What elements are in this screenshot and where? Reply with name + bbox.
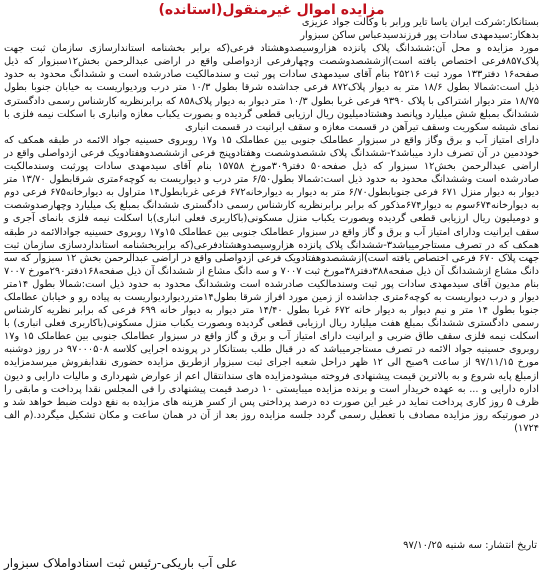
signature-line: علی آب باریکی-رئیس ثبت اسنادواملاک سبزوار (4, 556, 238, 570)
notice-body: بستانکار:شرکت ایران یاسا تایر ورابر با وکالت جواد عزیزی بدهکار:سیدمهدی سادات پور فرزندسیدعباس ساکن سبزوار مورد مزایده و محل آن:ششدانگ پلاک پانزده هزاروسیصدوهشتاد فرعی(که برابر بخشنامه استاندارسازی سازمان ثبت جهت پلاک۸۵۷فرعی اختصاص یافته است)ازششصدوشصت وچهارفرعی ازدواصلی واقع در اراضی عبدالرحمن بخش۱۲سبزوار که ذیل صفحه۱۶ دفتر۱۳۳ مورد ثبت ۲۵۲۱۶ بنام آقای سیدمهدی سادات پور ثبت و سندمالکیت صادرشده است و ششدانگ محدود به حدود ذیل است:شمالا بطول ۱۸/۶ متر به دیوار پلاک۸۷۲ فرعی جداشده شرقا بطول ۱۰/۳ متر درب وردیواریست به خیابان جنوبا بطول ۱۸/۷۵ متر دیوار اشتراکی با پلاک ۹۳۹۰ فرعی غربا بطول ۱۰/۳ متر دیوار به دیوار پلاک۸۵۸ که برابرنظریه کارشناس رسمی دادگستری ششدانگ بمبلغ شش میلیارد وپانصد وهشتادمیلیون ریال ارزیابی قطعی گردیده و بصورت یکباب مغازه وانباری با اسکلت نیمه فلزی با نمای شیشه سکوریت وسقف تیرآهن در قسمت مغازه و سقف ایرانیت در قسمت انباری دارای امتیاز آب و برق وگاز واقع در سبزوار عطاملک جنوبی بین عطاملک ۱۵ و۱۷ روبروی حسینیه جواد الائمه در طبقه همکف که خوددمین در آن تصرف دارد میباشد۲-ششدانگ پلاک ششصدوشصت وهفتادوپنج فرعی ازششصدوهفتادویک فرعی ازدواصلی واقع در اراضی عبدالرحمن بخش۱۲ سبزوار که ذیل صفحه۵۰ دفتر۳۰۹مورخ ۱۵۷۵۸ بنام آقای سیدمهدی سادات پورثبت وسندمالکیت صادرشده است وششدانگ محدود به حدود ذیل است:شمالا بطول۶/۵۰ متر درب و دیواریست به کوچه۶متری شرقابطول ۱۳/۷۰ متر دیوار به دیوار منزل ۶۷۱ فرعی جنوبابطول۶/۷۰ متر به دیوار به دیوارخانه۶۷۲ فرعی غربابطول۱۴ متراول به دیوارخانه۶۷۵ فرعی دوم به دیوارخانه۶۷۴سوم به دیوار۶۷۴مذکور که برابر برابرنظریه کارشناس رسمی دادگستری ششدانگ بمبلغ یک میلیارد وچهارصدوشصت و دومیلیون ریال ارزیابی قطعی گردیده وبصورت یکباب منزل مسکونی(باکاربری فعلی انباری)با اسکلت نیمه فلزی بانمای آجری و سقف ایرانیت ودارای امتیاز آب و برق و گاز واقع در سبزوار عطاملک جنوبی بین عطاملک ۱۵و۱۷ روبروی حسینیه جوادالائمه در طبقه همکف که در تصرف مستاجرمیباشد۳-ششدانگ پلاک پانزده هزاروسیصدوهشتادفرعی(که برابربخشنامه استانداردسازی سازمان ثبت جهت پلاک ۶۷۰ فرعی اختصاص یافته است)ازششصدوهفتادویک فرعی ازدواصلی واقع در اراضی عبدالرحمن بخش ۱۲ سبزوار که سه دانگ مشاع ازششدانگ آن ذیل صفحه۳۸۸دفتر۳۸مورخ ثبت ۷۰۰۷ و سه دانگ مشاع از ششدانگ آن ذیل صفحه۱۶۸دفتر۲۹۰مورخ ۷۰۰۷ بنام مدیون آقای سیدمهدی سادات پور ثبت وسندمالکیت صادرشده است وششدانگ محدود به حدود ذیل است:شمالا بطول ۱۴متر دیوار و درب دیواریست به کوچه۶متری جداشده از زمین مورد افراز شرقا بطول۱۴مترردیواردیواریست به پیاده رو و خیابان عطاملک جنوبا بطول ۱۴ متر و نیم دیوار به دیوار خانه ۶۷۲ غربا بطول ۱۴/۴۰ متر دیوار به دیوار خانه ۶۹۹ فرعی که برابر نظریه کارشناس رسمی دادگستری ششدانگ بمبلغ هفت میلیارد ریال ارزیابی قطعی گردیده وبصورت یکباب منزل مسکونی(باکاربری فعلی انباری) با اسکلت نیمه فلزی سقف طاق ضربی و ایرانیت دارای امتیاز آب و برق و گاز واقع در سبزوار عطاملک جنوبی بین عطاملک ۱۵ و۱۷ روبروی حسینیه جواد الائمه در تصرف مستاجرمیباشد که در قبال طلب بستانکار در پرونده اجرایی کلاسه ۹۷۰۰۰۵۰۸ در روز دوشنبه مورخ ۹۷/۱۱/۱۵ از ساعت ۹صبح الی ۱۲ ظهر دراحل شعبه اجرای ثبت سبزوار ازطریق مزایده حضوری نقدابفروش میرسدمزایده ازمبلغ پایه شروع و به بالاترین قیمت پیشنهادی فروخته میشودمزایده های سندانتقال اعم از عوارض شهرداری و مالیات دارایی و دیون اداره دارایی و ... به عهده خریدار است و برنده مزایده میبایستی ۱۰ درصد قیمت پیشنهادی را فی المجلس نقدا پرداخت و مابقی را ظرف ۵ روز کاری پرداخت نماید در غیر این صورت ده درصد پرداختی پس از کسر هزینه های مزایده به نفع دولت ضبط خواهد شد و در صورتیکه روز مزایده مصادف با تعطیل رسمی گردد جلسه مزایده روز بعد از آن در همان ساعت و مکان تشکیل میگردد.(م الف ۱۷۲۴) (4, 17, 540, 434)
section-divider (4, 252, 539, 253)
publication-date: تاریخ انتشار: سه شنبه ۹۷/۱۰/۲۵ (403, 540, 537, 551)
notice-title: مزایده اموال غیرمنقول(استانده) (158, 2, 385, 18)
